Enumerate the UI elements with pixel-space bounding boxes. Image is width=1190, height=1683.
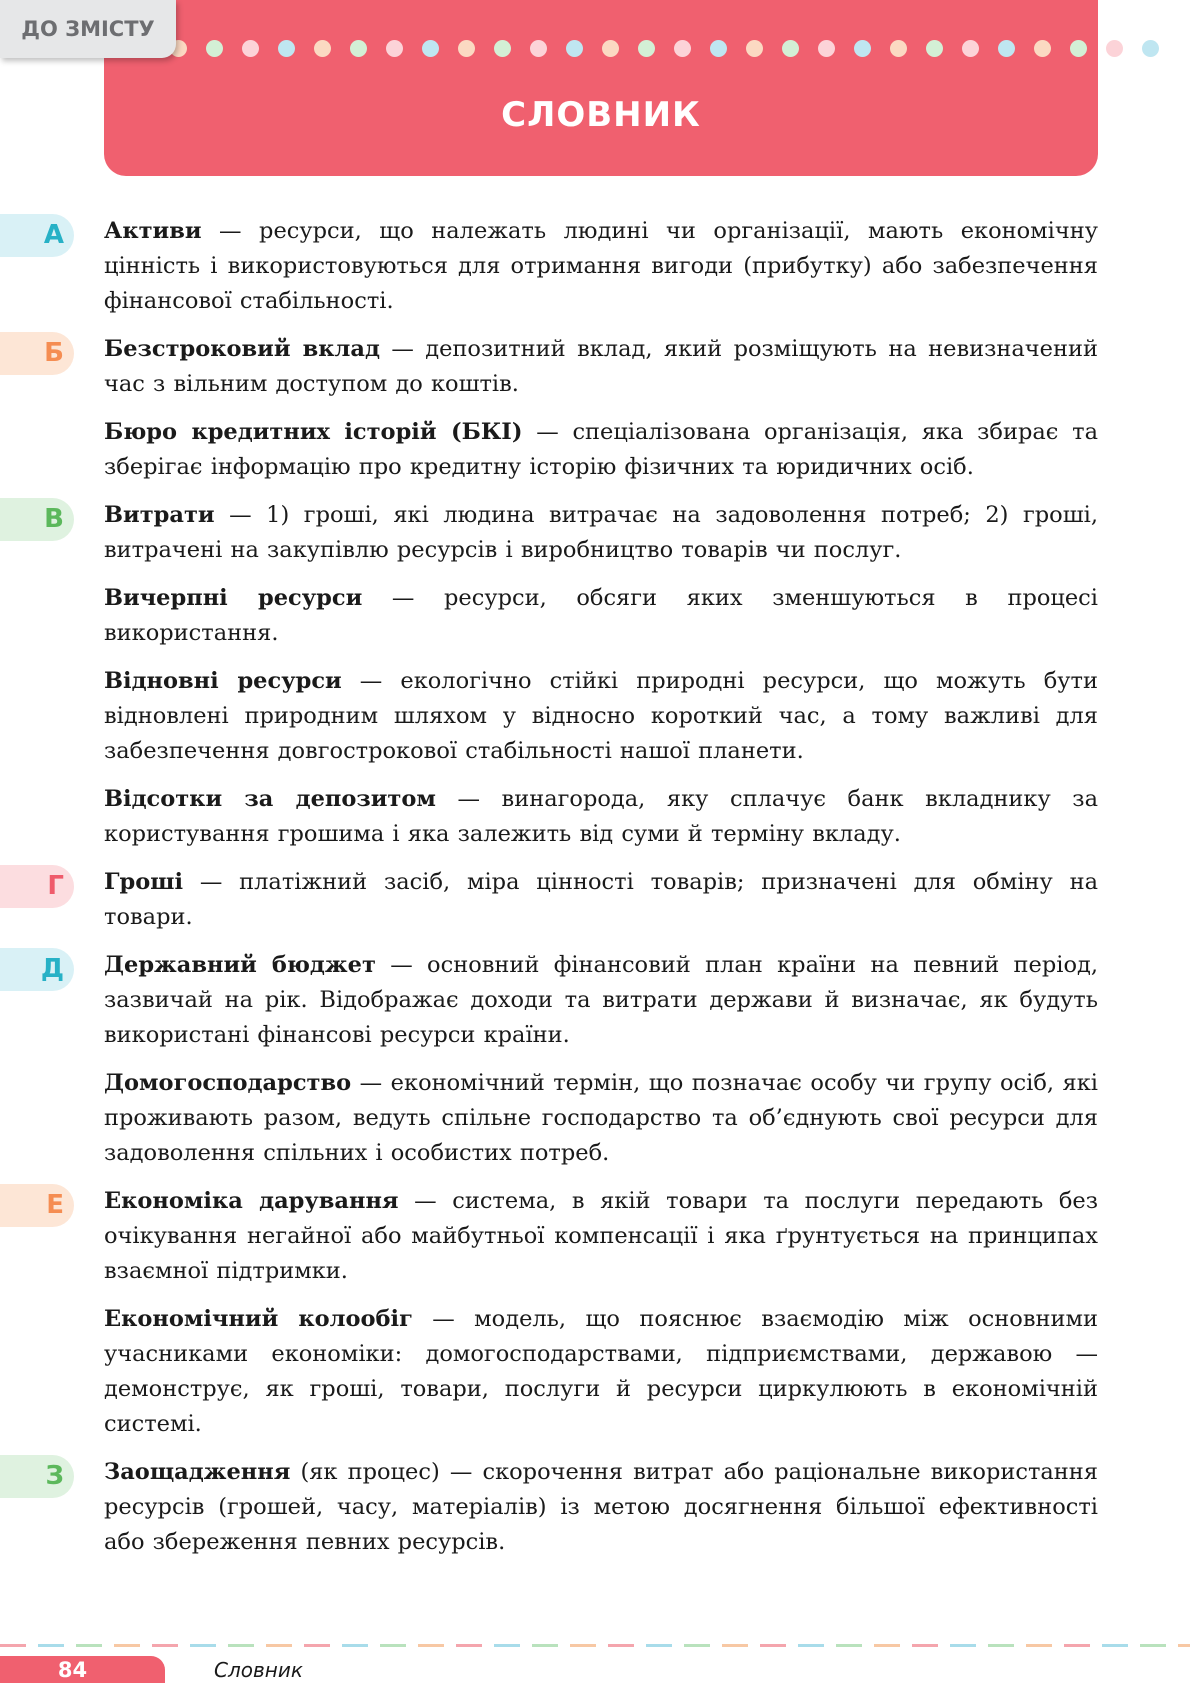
decorative-dot — [566, 40, 583, 57]
definition: — основний фінансовий план країни на певний період, зазвичай на рік. Відображає доходи та витрати держави й визначає, як будуть використані фінансові ресурси країни. — [104, 952, 1099, 1048]
term: Домогосподарство — [104, 1070, 352, 1096]
term: Безстроковий вклад — [104, 336, 380, 362]
header-band — [104, 0, 1098, 176]
decorative-dot — [998, 40, 1015, 57]
letter-tab[interactable] — [0, 332, 74, 375]
glossary-entry — [104, 581, 1098, 651]
definition: — депозитний вклад, який розміщують на невизначений час з вільним доступом до коштів. — [104, 336, 1098, 397]
decorative-dot — [890, 40, 907, 57]
definition: — платіжний засіб, міра цінності товарів; призначені для обміну на товари. — [104, 869, 1098, 930]
decorative-dot — [422, 40, 439, 57]
running-title: Словник — [214, 1658, 303, 1682]
letter-tab[interactable] — [0, 214, 74, 257]
definition: — екологічно стійкі природні ресурси, що можуть бути відновлені природним шляхом у відносно короткий час, а тому важливі для забезпечення довгострокової стабільності нашої планети. — [104, 668, 1098, 764]
term: Вичерпні ресурси — [104, 585, 363, 611]
decorative-dot — [674, 40, 691, 57]
decorative-dots — [170, 40, 1190, 60]
definition: — винагорода, яку сплачує банк вкладнику за користування грошима і яка залежить від суми й терміну вкладу. — [104, 786, 1098, 847]
glossary-entry — [104, 415, 1098, 485]
term: Активи — [104, 218, 202, 244]
letter-tab[interactable] — [0, 1184, 74, 1227]
footer-divider — [0, 1644, 1190, 1647]
term: Відновні ресурси — [104, 668, 342, 694]
decorative-dot — [818, 40, 835, 57]
letter-tab[interactable] — [0, 865, 74, 908]
letter-label: Д — [40, 954, 64, 984]
term: Заощадження — [104, 1459, 291, 1485]
decorative-dot — [602, 40, 619, 57]
decorative-dot — [1070, 40, 1087, 57]
term: Бюро кредитних історій (БКІ) — [104, 419, 523, 445]
letter-label: Е — [46, 1190, 64, 1220]
glossary-entry — [104, 1302, 1098, 1442]
decorative-dot — [530, 40, 547, 57]
decorative-dot — [710, 40, 727, 57]
decorative-dot — [1142, 40, 1159, 57]
to-contents-button[interactable]: ДО ЗМІСТУ — [0, 0, 176, 58]
definition: — економічний термін, що позначає особу чи групу осіб, які проживають разом, ведуть спільне господарство та об’єднують свої ресурси для задоволення спільних і особистих потреб. — [104, 1070, 1098, 1166]
letter-label: В — [44, 504, 64, 534]
glossary-entries — [40, 214, 1099, 1573]
definition: — спеціалізована організація, яка збирає та зберігає інформацію про кредитну історію фізичних та юридичних осіб. — [104, 419, 1098, 480]
glossary-entry — [104, 1066, 1098, 1171]
letter-label: Г — [47, 871, 64, 901]
glossary-entry — [104, 782, 1098, 852]
decorative-dot — [926, 40, 943, 57]
term: Витрати — [104, 502, 215, 528]
decorative-dot — [782, 40, 799, 57]
decorative-dot — [278, 40, 295, 57]
letter-label: З — [45, 1461, 64, 1491]
letter-label: Б — [44, 338, 64, 368]
term: Державний бюджет — [104, 952, 376, 978]
page-number: 84 — [0, 1656, 165, 1683]
letter-tab[interactable] — [0, 1455, 74, 1498]
page-title: СЛОВНИК — [501, 95, 701, 135]
decorative-dot — [638, 40, 655, 57]
decorative-dot — [350, 40, 367, 57]
definition: — ресурси, що належать людині чи організації, мають економічну цінність і використовуються для отримання вигоди (прибутку) або забезпечення фінансової стабільності. — [104, 218, 1098, 314]
decorative-dot — [242, 40, 259, 57]
definition: — скорочення витрат або раціональне використання ресурсів (грошей, часу, матеріалів) із метою досягнення більшої ефективності або збереження певних ресурсів. — [104, 1459, 1098, 1555]
decorative-dot — [458, 40, 475, 57]
decorative-dot — [1034, 40, 1051, 57]
glossary-entry — [44, 498, 1098, 568]
glossary-entry — [44, 332, 1098, 402]
glossary-entry — [45, 1455, 1098, 1560]
glossary-entry — [46, 1184, 1099, 1289]
decorative-dot — [314, 40, 331, 57]
decorative-dot — [206, 40, 223, 57]
glossary-entry — [40, 948, 1099, 1053]
glossary-entry — [104, 664, 1098, 769]
decorative-dot — [1106, 40, 1123, 57]
term: Економіка дарування — [104, 1188, 399, 1214]
definition: — 1) гроші, які людина витрачає на задоволення потреб; 2) гроші, витрачені на закупівлю ресурсів і виробництво товарів чи послуг. — [104, 502, 1098, 563]
decorative-dot — [854, 40, 871, 57]
term: Економічний колообіг — [104, 1306, 413, 1332]
decorative-dot — [746, 40, 763, 57]
decorative-dot — [962, 40, 979, 57]
letter-label: А — [43, 220, 64, 250]
definition: — система, в якій товари та послуги передають без очікування негайної або майбутньої компенсації і яка ґрунтується на принципах взаємної підтримки. — [104, 1188, 1099, 1284]
term-qualifier: (як процес) — [290, 1459, 440, 1485]
glossary-entry — [43, 214, 1098, 319]
definition: — ресурси, обсяги яких зменшуються в процесі використання. — [104, 585, 1098, 646]
decorative-dot — [386, 40, 403, 57]
definition: — модель, що пояснює взаємодію між основними учасниками економіки: домогосподарствами, підприємствами, державою — демонструє, як гроші, товари, послуги й ресурси циркулюють в економічній системі. — [104, 1306, 1098, 1437]
letter-tab[interactable] — [0, 498, 74, 541]
decorative-dot — [494, 40, 511, 57]
glossary-entry — [47, 865, 1098, 935]
letter-tab[interactable] — [0, 948, 74, 991]
term: Гроші — [104, 869, 184, 895]
term: Відсотки за депозитом — [104, 786, 436, 812]
